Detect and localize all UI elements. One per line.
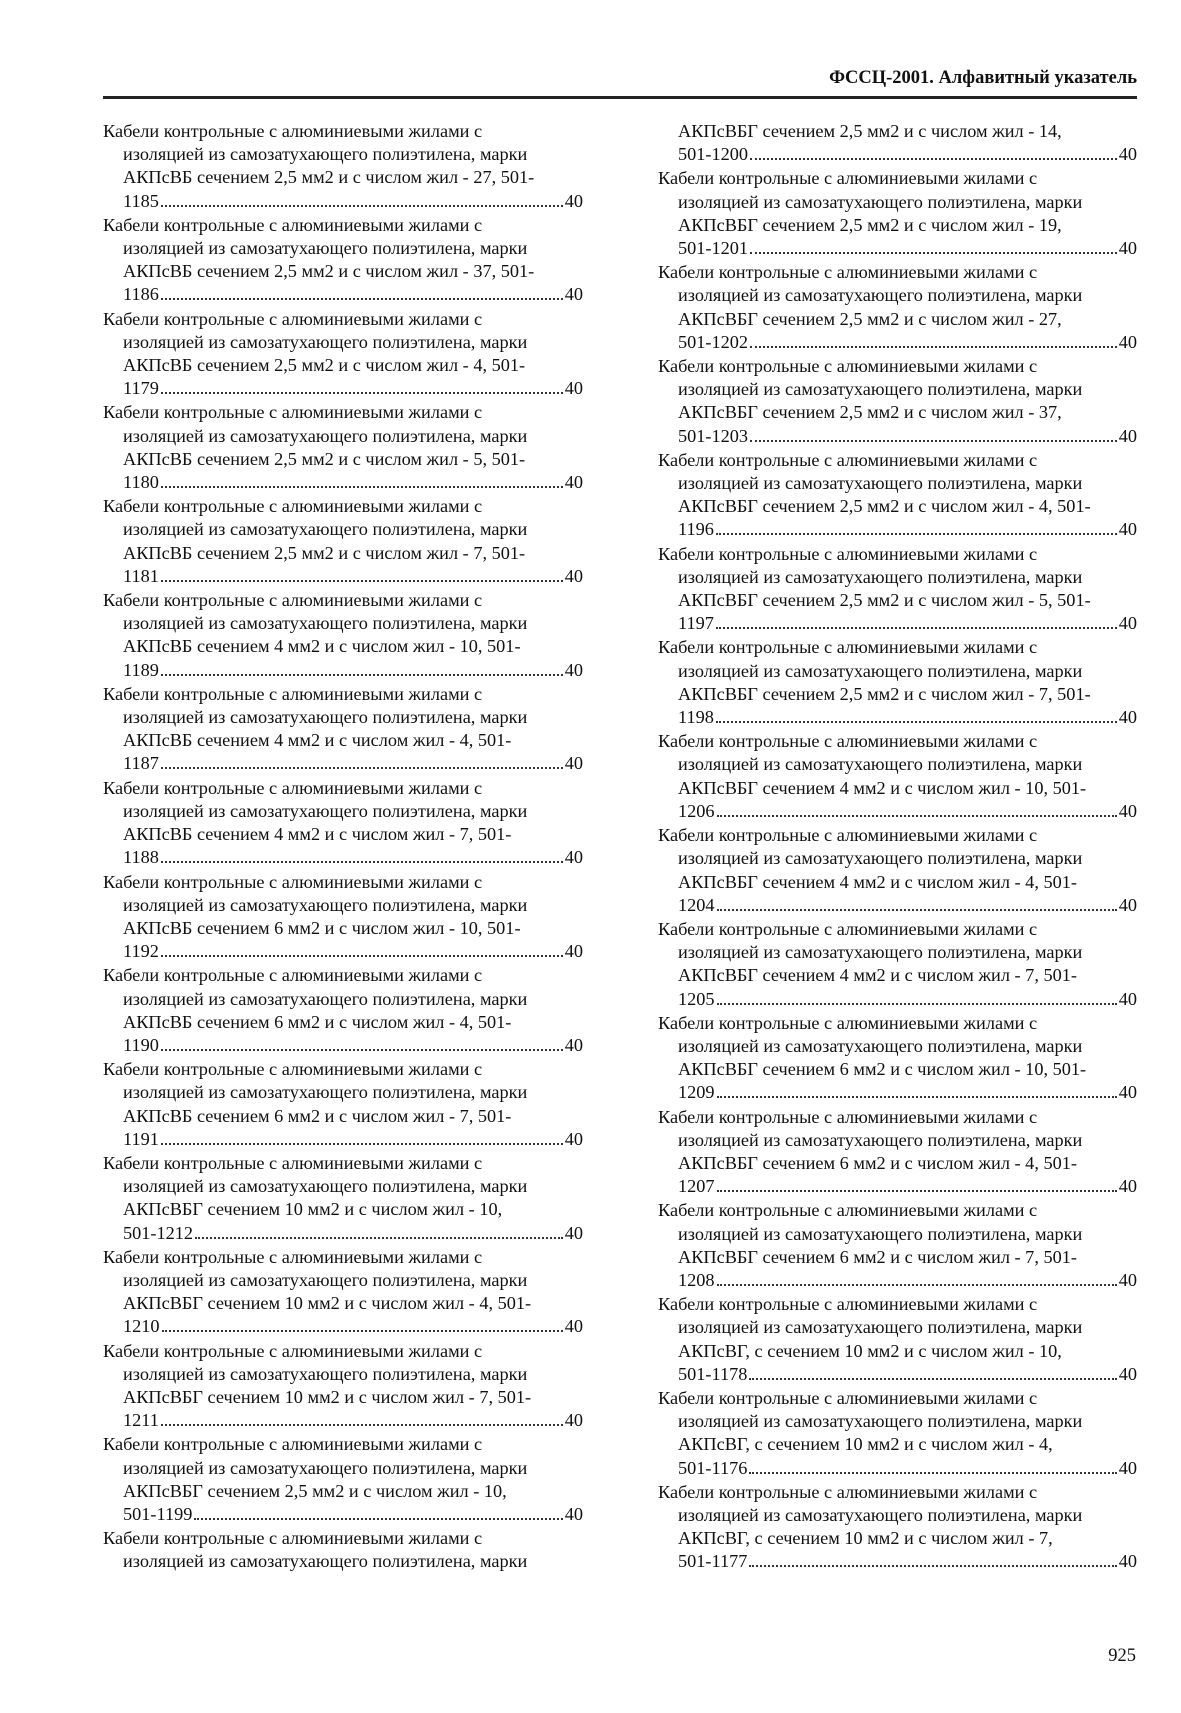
entry-code: 1205 (678, 988, 715, 1009)
entry-code: 1179 (123, 378, 159, 399)
entry-text-line: Кабели контрольные с алюминиевыми жилами с (103, 1246, 483, 1267)
entry-text-line: Кабели контрольные с алюминиевыми жилами с (103, 496, 483, 517)
dot-leader (161, 767, 563, 769)
entry-code: 1198 (678, 707, 714, 728)
entry-text-line: Кабели контрольные с алюминиевыми жилами с (658, 543, 1038, 564)
entry-text-line: изоляцией из самозатухающего полиэтилена, марки (678, 191, 1083, 212)
entry-text-line: изоляцией из самозатухающего полиэтилена, марки (123, 894, 528, 915)
entry-text-line: изоляцией из самозатухающего полиэтилена, марки (678, 1411, 1083, 1432)
index-entry (103, 683, 583, 776)
entry-page: 40 (1118, 425, 1137, 446)
entry-reference-line (658, 331, 1137, 354)
entry-reference-line (103, 1409, 583, 1432)
dot-leader (750, 252, 1117, 254)
entry-text-line: Кабели контрольные с алюминиевыми жилами с (103, 777, 483, 798)
entry-code: 501-1203 (678, 425, 749, 446)
index-entry (103, 308, 583, 401)
entry-text-line: АКПсВБ сечением 6 мм2 и с числом жил - 7, 501- (123, 1105, 512, 1126)
entry-code: 1185 (123, 190, 159, 211)
entry-reference-line (103, 377, 583, 400)
index-entry (103, 589, 583, 682)
dot-leader (161, 861, 563, 863)
entry-text-line: изоляцией из самозатухающего полиэтилена, марки (123, 238, 528, 259)
entry-page: 40 (1118, 613, 1137, 634)
entry-code: 1206 (678, 800, 715, 821)
entry-text-line: Кабели контрольные с алюминиевыми жилами с (658, 168, 1038, 189)
entry-page: 40 (1118, 1082, 1137, 1103)
entry-reference-line (658, 1081, 1137, 1104)
entry-text-line: Кабели контрольные с алюминиевыми жилами с (103, 1152, 483, 1173)
entry-text-line: Кабели контрольные с алюминиевыми жилами с (103, 683, 483, 704)
index-entry (103, 1152, 583, 1245)
index-entry (658, 1012, 1137, 1105)
entry-reference-line (658, 800, 1137, 823)
index-entry (658, 1199, 1137, 1292)
entry-code: 1209 (678, 1082, 715, 1103)
entry-text-line: Кабели контрольные с алюминиевыми жилами с (658, 262, 1038, 283)
entry-reference-line (103, 940, 583, 963)
entry-text-line: АКПсВБ сечением 2,5 мм2 и с числом жил - 27, 501- (123, 167, 535, 188)
entry-text-line: Кабели контрольные с алюминиевыми жилами с (103, 214, 483, 235)
dot-leader (162, 1330, 563, 1332)
entry-text-line: изоляцией из самозатухающего полиэтилена, марки (678, 379, 1083, 400)
entry-text-line: АКПсВБГ сечением 2,5 мм2 и с числом жил - 7, 501- (678, 683, 1091, 704)
entry-text-line: изоляцией из самозатухающего полиэтилена, марки (678, 754, 1083, 775)
entry-text-line: Кабели контрольные с алюминиевыми жилами с (103, 1528, 483, 1549)
entry-text-line: Кабели контрольные с алюминиевыми жилами с (103, 1434, 483, 1455)
index-entry (103, 495, 583, 588)
entry-page: 40 (1118, 988, 1137, 1009)
dot-leader (749, 1472, 1116, 1474)
entry-code: 501-1177 (678, 1551, 748, 1572)
index-entry (103, 964, 583, 1057)
entry-text-line: изоляцией из самозатухающего полиэтилена, марки (123, 1363, 528, 1384)
index-entry (658, 1481, 1137, 1574)
index-entry (103, 871, 583, 964)
dot-leader (716, 721, 1117, 723)
dot-leader (161, 298, 563, 300)
entry-code: 501-1176 (678, 1457, 748, 1478)
entry-text-line: АКПсВБГ сечением 10 мм2 и с числом жил - 10, (123, 1199, 503, 1220)
entry-text-line: АКПсВБ сечением 4 мм2 и с числом жил - 4, 501- (123, 730, 512, 751)
entry-code: 501-1200 (678, 144, 749, 165)
entry-text-line: изоляцией из самозатухающего полиэтилена, марки (123, 1176, 528, 1197)
entry-text-line: АКПсВБГ сечением 6 мм2 и с числом жил - 10, 501- (678, 1059, 1087, 1080)
entry-reference-line (103, 846, 583, 869)
dot-leader (161, 674, 563, 676)
index-entry (103, 1340, 583, 1433)
entry-page: 40 (1118, 1457, 1137, 1478)
page-header (103, 62, 1137, 99)
entry-reference-line (103, 1503, 583, 1526)
dot-leader (161, 486, 563, 488)
entry-text-line: изоляцией из самозатухающего полиэтилена, марки (123, 707, 528, 728)
entry-text-line: Кабели контрольные с алюминиевыми жилами с (103, 121, 483, 141)
index-entry (658, 120, 1137, 166)
index-entry (103, 214, 583, 307)
entry-text-line: АКПсВГ, с сечением 10 мм2 и с числом жил - 7, (678, 1528, 1053, 1549)
index-entry (658, 167, 1137, 260)
entry-reference-line (658, 894, 1137, 917)
entry-code: 1208 (678, 1269, 715, 1290)
entry-text-line: изоляцией из самозатухающего полиэтилена, марки (123, 1457, 528, 1478)
entry-page: 40 (564, 378, 583, 399)
entry-reference-line (658, 988, 1137, 1011)
entry-text-line: изоляцией из самозатухающего полиэтилена, марки (123, 988, 528, 1009)
entry-text-line: Кабели контрольные с алюминиевыми жилами с (103, 1340, 483, 1361)
index-entry (103, 1527, 583, 1573)
entry-page: 40 (1118, 519, 1137, 540)
entry-page: 40 (1118, 144, 1137, 165)
entry-code: 501-1201 (678, 238, 749, 259)
entry-text-line: изоляцией из самозатухающего полиэтилена, марки (123, 800, 528, 821)
index-entry (103, 1433, 583, 1526)
entry-page: 40 (1118, 1551, 1137, 1572)
entry-text-line: изоляцией из самозатухающего полиэтилена, марки (678, 1317, 1083, 1338)
entry-code: 1210 (123, 1316, 160, 1337)
entry-page: 40 (564, 1410, 583, 1431)
entry-reference-line (658, 612, 1137, 635)
entry-code: 1187 (123, 753, 159, 774)
entry-text-line: Кабели контрольные с алюминиевыми жилами с (103, 402, 483, 423)
entry-reference-line (658, 425, 1137, 448)
entry-reference-line (103, 471, 583, 494)
entry-text-line: изоляцией из самозатухающего полиэтилена, марки (123, 1082, 528, 1103)
dot-leader (194, 1518, 562, 1520)
entry-text-line: изоляцией из самозатухающего полиэтилена, марки (678, 848, 1083, 869)
entry-text-line: Кабели контрольные с алюминиевыми жилами с (658, 918, 1038, 939)
dot-leader (716, 533, 1117, 535)
entry-page: 40 (564, 284, 583, 305)
entry-text-line: изоляцией из самозатухающего полиэтилена, марки (678, 285, 1083, 306)
entry-page: 40 (564, 1316, 583, 1337)
entry-code: 1192 (123, 941, 159, 962)
entry-text-line: Кабели контрольные с алюминиевыми жилами с (103, 871, 483, 892)
entry-text-line: АКПсВБГ сечением 2,5 мм2 и с числом жил - 27, (678, 308, 1062, 329)
entry-text-line: АКПсВБГ сечением 4 мм2 и с числом жил - 10, 501- (678, 777, 1087, 798)
entry-page: 40 (1118, 1176, 1137, 1197)
running-title: ФССЦ-2001. Алфавитный указатель (829, 68, 1137, 88)
entry-code: 1191 (123, 1128, 159, 1149)
dot-leader (717, 909, 1117, 911)
entry-text-line: Кабели контрольные с алюминиевыми жилами с (103, 308, 483, 329)
entry-code: 1181 (123, 565, 159, 586)
entry-text-line: Кабели контрольные с алюминиевыми жилами с (103, 1059, 483, 1080)
entry-text-line: АКПсВБГ сечением 2,5 мм2 и с числом жил - 14, (678, 121, 1062, 141)
entry-text-line: изоляцией из самозатухающего полиэтилена, марки (123, 1551, 528, 1572)
entry-text-line: Кабели контрольные с алюминиевыми жилами с (658, 731, 1038, 752)
entry-code: 501-1212 (123, 1222, 194, 1243)
index-column-left (103, 120, 583, 1575)
entry-text-line: АКПсВБГ сечением 2,5 мм2 и с числом жил - 4, 501- (678, 496, 1091, 517)
entry-code: 1197 (678, 613, 714, 634)
entry-code: 1204 (678, 894, 715, 915)
dot-leader (161, 1143, 563, 1145)
entry-text-line: АКПсВБ сечением 2,5 мм2 и с числом жил - 7, 501- (123, 542, 526, 563)
entry-reference-line (103, 565, 583, 588)
entry-text-line: изоляцией из самозатухающего полиэтилена, марки (123, 425, 528, 446)
entry-text-line: АКПсВБ сечением 6 мм2 и с числом жил - 4, 501- (123, 1011, 512, 1032)
entry-reference-line (103, 1222, 583, 1245)
dot-leader (717, 1190, 1117, 1192)
entry-text-line: Кабели контрольные с алюминиевыми жилами с (658, 1294, 1038, 1315)
entry-code: 1207 (678, 1176, 715, 1197)
entry-text-line: изоляцией из самозатухающего полиэтилена, марки (123, 519, 528, 540)
entry-code: 1188 (123, 847, 159, 868)
entry-text-line: АКПсВБ сечением 6 мм2 и с числом жил - 10, 501- (123, 917, 521, 938)
entry-page: 40 (1118, 1269, 1137, 1290)
entry-text-line: изоляцией из самозатухающего полиэтилена, марки (678, 1223, 1083, 1244)
dot-leader (717, 1284, 1117, 1286)
entry-text-line: АКПсВБ сечением 2,5 мм2 и с числом жил - 37, 501- (123, 261, 535, 282)
entry-code: 501-1202 (678, 331, 749, 352)
index-entry (658, 449, 1137, 542)
page-number: 925 (1108, 1646, 1136, 1666)
entry-text-line: изоляцией из самозатухающего полиэтилена, марки (678, 1504, 1083, 1525)
entry-reference-line (658, 1457, 1137, 1480)
entry-page: 40 (1118, 238, 1137, 259)
entry-page: 40 (564, 472, 583, 493)
entry-text-line: Кабели контрольные с алюминиевыми жилами с (658, 1387, 1038, 1408)
entry-code: 501-1178 (678, 1363, 748, 1384)
entry-reference-line (658, 237, 1137, 260)
dot-leader (161, 1049, 563, 1051)
entry-text-line: АКПсВБГ сечением 10 мм2 и с числом жил - 7, 501- (123, 1386, 532, 1407)
entry-text-line: изоляцией из самозатухающего полиэтилена, марки (123, 1269, 528, 1290)
index-entry (658, 1106, 1137, 1199)
index-entry (658, 1293, 1137, 1386)
dot-leader (161, 955, 563, 957)
entry-text-line: изоляцией из самозатухающего полиэтилена, марки (678, 473, 1083, 494)
dot-leader (750, 440, 1117, 442)
entry-reference-line (658, 1175, 1137, 1198)
entry-page: 40 (564, 753, 583, 774)
dot-leader (749, 1378, 1116, 1380)
entry-page: 40 (1118, 331, 1137, 352)
index-entry (658, 730, 1137, 823)
entry-page: 40 (1118, 1363, 1137, 1384)
entry-reference-line (658, 706, 1137, 729)
dot-leader (717, 815, 1117, 817)
entry-text-line: Кабели контрольные с алюминиевыми жилами с (103, 965, 483, 986)
entry-code: 1180 (123, 472, 159, 493)
dot-leader (195, 1237, 563, 1239)
dot-leader (161, 392, 563, 394)
entry-text-line: АКПсВБ сечением 4 мм2 и с числом жил - 7, 501- (123, 824, 512, 845)
entry-reference-line (658, 143, 1137, 166)
entry-text-line: Кабели контрольные с алюминиевыми жилами с (658, 356, 1038, 377)
entry-text-line: изоляцией из самозатухающего полиэтилена, марки (678, 1035, 1083, 1056)
entry-code: 1190 (123, 1034, 159, 1055)
index-entry (103, 120, 583, 213)
entry-reference-line (103, 752, 583, 775)
entry-text-line: Кабели контрольные с алюминиевыми жилами с (658, 1012, 1038, 1033)
index-entry (103, 777, 583, 870)
dot-leader (750, 158, 1117, 160)
index-entry (658, 636, 1137, 729)
entry-text-line: АКПсВБ сечением 4 мм2 и с числом жил - 10, 501- (123, 636, 521, 657)
entry-code: 1196 (678, 519, 714, 540)
dot-leader (750, 346, 1117, 348)
entry-text-line: АКПсВБГ сечением 10 мм2 и с числом жил - 4, 501- (123, 1293, 532, 1314)
index-entry (658, 355, 1137, 448)
index-entry (103, 1246, 583, 1339)
entry-text-line: Кабели контрольные с алюминиевыми жилами с (658, 1106, 1038, 1127)
entry-reference-line (103, 190, 583, 213)
entry-text-line: изоляцией из самозатухающего полиэтилена, марки (678, 1129, 1083, 1150)
entry-text-line: АКПсВБГ сечением 2,5 мм2 и с числом жил - 19, (678, 214, 1062, 235)
dot-leader (716, 627, 1117, 629)
entry-page: 40 (564, 847, 583, 868)
entry-page: 40 (564, 1222, 583, 1243)
entry-page: 40 (564, 1034, 583, 1055)
entry-text-line: изоляцией из самозатухающего полиэтилена, марки (678, 660, 1083, 681)
entry-text-line: АКПсВБГ сечением 4 мм2 и с числом жил - 4, 501- (678, 871, 1077, 892)
entry-page: 40 (1118, 800, 1137, 821)
entry-page: 40 (564, 941, 583, 962)
entry-text-line: изоляцией из самозатухающего полиэтилена, марки (123, 613, 528, 634)
index-entry (658, 1387, 1137, 1480)
index-entry (103, 1058, 583, 1151)
index-entry (658, 261, 1137, 354)
entry-page: 40 (564, 1503, 583, 1524)
entry-text-line: АКПсВБГ сечением 6 мм2 и с числом жил - 7, 501- (678, 1246, 1077, 1267)
entry-reference-line (658, 1363, 1137, 1386)
entry-reference-line (103, 659, 583, 682)
entry-text-line: АКПсВБГ сечением 2,5 мм2 и с числом жил - 37, (678, 402, 1062, 423)
entry-text-line: АКПсВБГ сечением 4 мм2 и с числом жил - 7, 501- (678, 965, 1077, 986)
entry-code: 1211 (123, 1410, 159, 1431)
entry-page: 40 (1118, 894, 1137, 915)
entry-reference-line (658, 518, 1137, 541)
entry-text-line: Кабели контрольные с алюминиевыми жилами с (658, 825, 1038, 846)
dot-leader (161, 1424, 563, 1426)
dot-leader (161, 205, 563, 207)
entry-text-line: АКПсВГ, с сечением 10 мм2 и с числом жил - 4, (678, 1434, 1053, 1455)
entry-text-line: Кабели контрольные с алюминиевыми жилами с (658, 1200, 1038, 1221)
entry-page: 40 (564, 1128, 583, 1149)
entry-page: 40 (564, 565, 583, 586)
entry-page: 40 (564, 190, 583, 211)
dot-leader (717, 1003, 1117, 1005)
dot-leader (717, 1096, 1117, 1098)
entry-reference-line (658, 1550, 1137, 1573)
entry-text-line: Кабели контрольные с алюминиевыми жилами с (658, 637, 1038, 658)
entry-text-line: АКПсВБГ сечением 6 мм2 и с числом жил - 4, 501- (678, 1152, 1077, 1173)
entry-reference-line (658, 1269, 1137, 1292)
entry-code: 1189 (123, 659, 159, 680)
index-entry (658, 918, 1137, 1011)
entry-text-line: изоляцией из самозатухающего полиэтилена, марки (678, 566, 1083, 587)
entry-text-line: АКПсВБГ сечением 2,5 мм2 и с числом жил - 10, (123, 1480, 507, 1501)
entry-code: 501-1199 (123, 1503, 193, 1524)
entry-reference-line (103, 283, 583, 306)
entry-text-line: изоляцией из самозатухающего полиэтилена, марки (123, 331, 528, 352)
entry-text-line: АКПсВБ сечением 2,5 мм2 и с числом жил - 4, 501- (123, 355, 526, 376)
entry-text-line: АКПсВБГ сечением 2,5 мм2 и с числом жил - 5, 501- (678, 590, 1091, 611)
entry-reference-line (103, 1034, 583, 1057)
entry-text-line: Кабели контрольные с алюминиевыми жилами с (658, 1481, 1038, 1502)
dot-leader (749, 1565, 1116, 1567)
entry-page: 40 (1118, 707, 1137, 728)
entry-text-line: АКПсВБ сечением 2,5 мм2 и с числом жил - 5, 501- (123, 448, 526, 469)
index-entry (658, 824, 1137, 917)
index-entry (103, 401, 583, 494)
entry-reference-line (103, 1128, 583, 1151)
entry-text-line: АКПсВГ, с сечением 10 мм2 и с числом жил - 10, (678, 1340, 1062, 1361)
entry-page: 40 (564, 659, 583, 680)
entry-reference-line (103, 1315, 583, 1338)
entry-code: 1186 (123, 284, 159, 305)
entry-text-line: изоляцией из самозатухающего полиэтилена, марки (678, 942, 1083, 963)
entry-text-line: изоляцией из самозатухающего полиэтилена, марки (123, 144, 528, 165)
index-entry (658, 543, 1137, 636)
dot-leader (161, 580, 563, 582)
entry-text-line: Кабели контрольные с алюминиевыми жилами с (103, 590, 483, 611)
index-column-right (658, 120, 1137, 1575)
entry-text-line: Кабели контрольные с алюминиевыми жилами с (658, 449, 1038, 470)
